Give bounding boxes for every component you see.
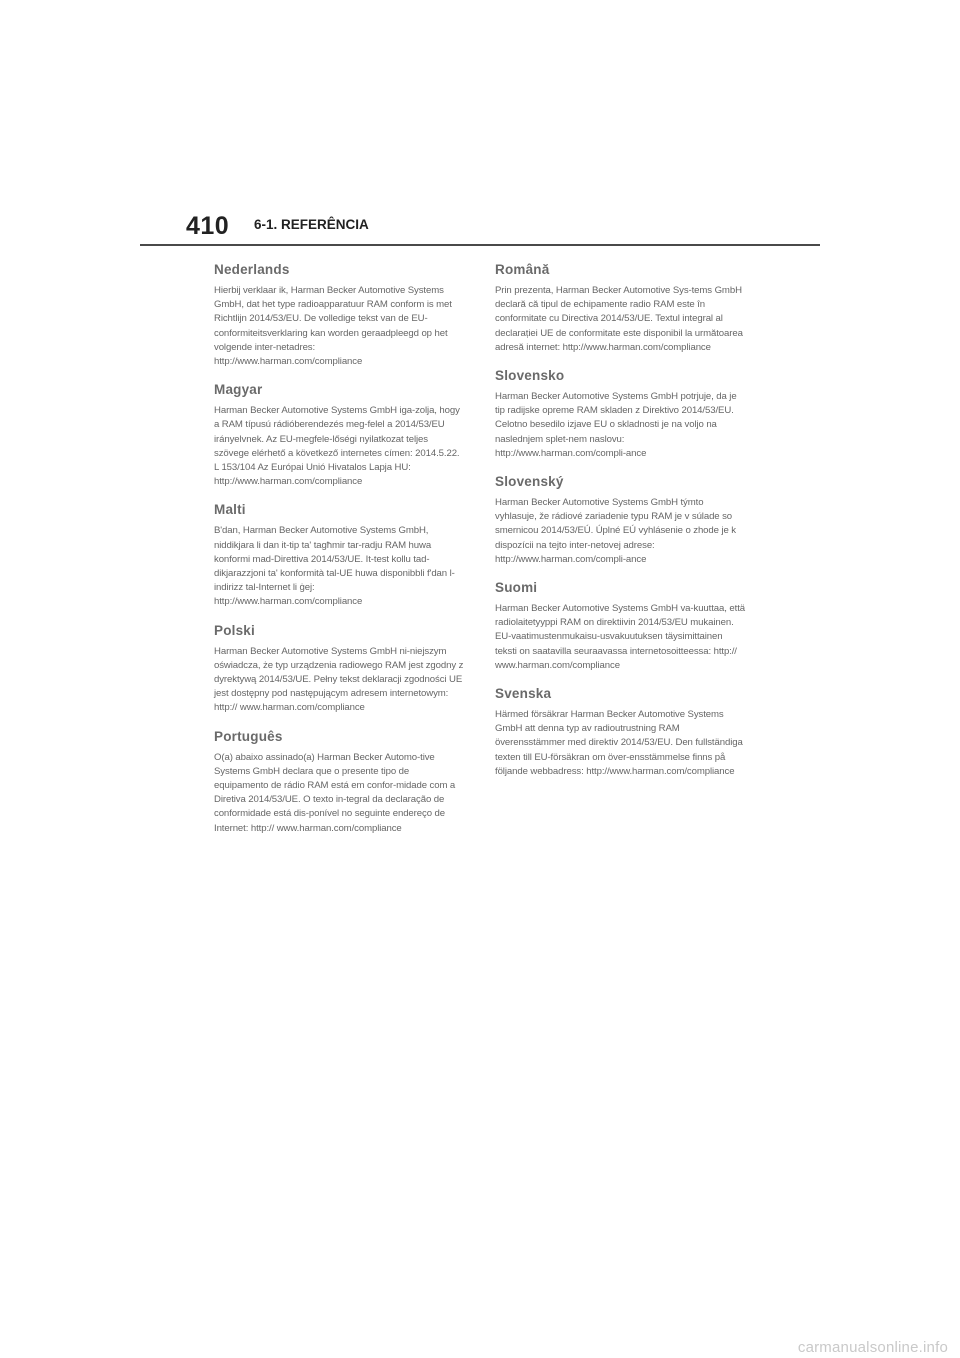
section-text: Harman Becker Automotive Systems GmbH iga-zolja, hogy a RAM típusú rádióberendezés meg-felel a 2014/53/EU irányelvnek. Az EU-megfele-lőségi nyilatkozat teljes szövege elérhető a következő internetes címen: 2014.5.22. L 153/104 Az Európai Unió Hivatalos Lapja HU: http://www.harman.com/compliance bbox=[214, 405, 460, 488]
section-title: Magyar bbox=[214, 382, 263, 398]
section-portugues bbox=[214, 728, 464, 836]
section-text: Hierbij verklaar ik, Harman Becker Automotive Systems GmbH, dat het type radioapparatuur RAM conform is met Richtlijn 2014/53/EU. De volledige tekst van de EU-conformiteitsverklaring kan worden geraadpleegd op het volgende inter-netadres: http://www.harman.com/compliance bbox=[214, 285, 452, 368]
section-text: Härmed försäkrar Harman Becker Automotive Systems GmbH att denna typ av radioutrustning RAM överensstämmer med direktiv 2014/53/EU. Den fullständiga texten till EU-försäkran om över-ensstämmelse finns på följande webbadress: http://www.harman.com/compliance bbox=[495, 709, 743, 777]
section-title: Polski bbox=[214, 622, 255, 638]
right-column bbox=[495, 261, 745, 791]
section-title: Malti bbox=[214, 502, 246, 518]
section-title: Nederlands bbox=[214, 262, 290, 277]
section-text: Harman Becker Automotive Systems GmbH ni-niejszym oświadcza, że typ urządzenia radiowego RAM jest zgodny z dyrektywą 2014/53/UE. Pełny tekst deklaracji zgodności UE jest dostępny pod następującym adresem internetowym: http:// www.harman.com/compliance bbox=[214, 645, 464, 714]
chapter-title: 6-1. REFERÊNCIA bbox=[254, 217, 369, 232]
section-title: Slovensko bbox=[495, 368, 565, 384]
section-romana bbox=[495, 261, 745, 355]
section-slovensko bbox=[495, 367, 745, 461]
section-svenska bbox=[495, 685, 745, 779]
section-title: Română bbox=[495, 262, 550, 277]
section-title: Suomi bbox=[495, 580, 538, 596]
page-number: 410 bbox=[186, 212, 230, 240]
section-text: O(a) abaixo assinado(a) Harman Becker Automo-tive Systems GmbH declara que o presente tipo de equipamento de rádio RAM está em confor-midade com a Diretiva 2014/53/UE. O texto in-tegral da declaração de conformidade está dis-ponível no seguinte endereço de Internet: http:// www.harman.com/compliance bbox=[214, 751, 456, 834]
section-title: Slovenský bbox=[495, 474, 564, 490]
section-text: B'dan, Harman Becker Automotive Systems GmbH, niddikjara li dan it-tip ta' tagħmir tar-radju RAM huwa konformi mad-Direttiva 2014/53/UE. It-test kollu tad-dikjarazzjoni ta' konformità tal-UE huwa disponibbli f'dan l-indirizz tal-Internet li ġej: http://www.harman.com/compliance bbox=[214, 525, 455, 608]
section-slovensky bbox=[495, 473, 745, 567]
section-nederlands bbox=[214, 261, 464, 369]
section-text: Prin prezenta, Harman Becker Automotive Sys-tems GmbH declară că tipul de echipamente radio RAM este în conformitate cu Directiva 2014/53/UE. Textul integral al declarației UE de conformitate este disponibil la următoarea adresă internet: http://www.harman.com/compliance bbox=[495, 285, 743, 353]
section-text: Harman Becker Automotive Systems GmbH potrjuje, da je tip radijske opreme RAM skladen z Direktivo 2014/53/EU. Celotno besedilo izjave EU o skladnosti je na voljo na naslednjem splet-nem naslovu: http://www.harman.com/compli-ance bbox=[495, 391, 737, 459]
section-title: Português bbox=[214, 728, 283, 744]
header-divider bbox=[140, 244, 820, 246]
section-suomi bbox=[495, 579, 745, 673]
section-title: Svenska bbox=[495, 686, 552, 702]
left-column bbox=[214, 261, 464, 848]
section-magyar bbox=[214, 381, 464, 489]
watermark: carmanualsonline.info bbox=[797, 1339, 948, 1356]
section-malti bbox=[214, 501, 464, 609]
page-header bbox=[186, 212, 820, 248]
section-text: Harman Becker Automotive Systems GmbH va-kuuttaa, että radiolaitetyyppi RAM on direktiivin 2014/53/EU mukainen. EU-vaatimustenmukaisu-usvakuutuksen täysimittainen teksti on saatavilla seuraavassa internetosoitteessa: http:// www.harman.com/compliance bbox=[495, 603, 746, 671]
section-text: Harman Becker Automotive Systems GmbH týmto vyhlasuje, že rádiové zariadenie typu RAM je v súlade so smernicou 2014/53/EÚ. Úplné EÚ vyhlásenie o zhode je k dispozícii na tejto inter-netovej adrese: http://www.harman.com/compli-ance bbox=[495, 497, 736, 565]
section-polski bbox=[214, 622, 464, 716]
